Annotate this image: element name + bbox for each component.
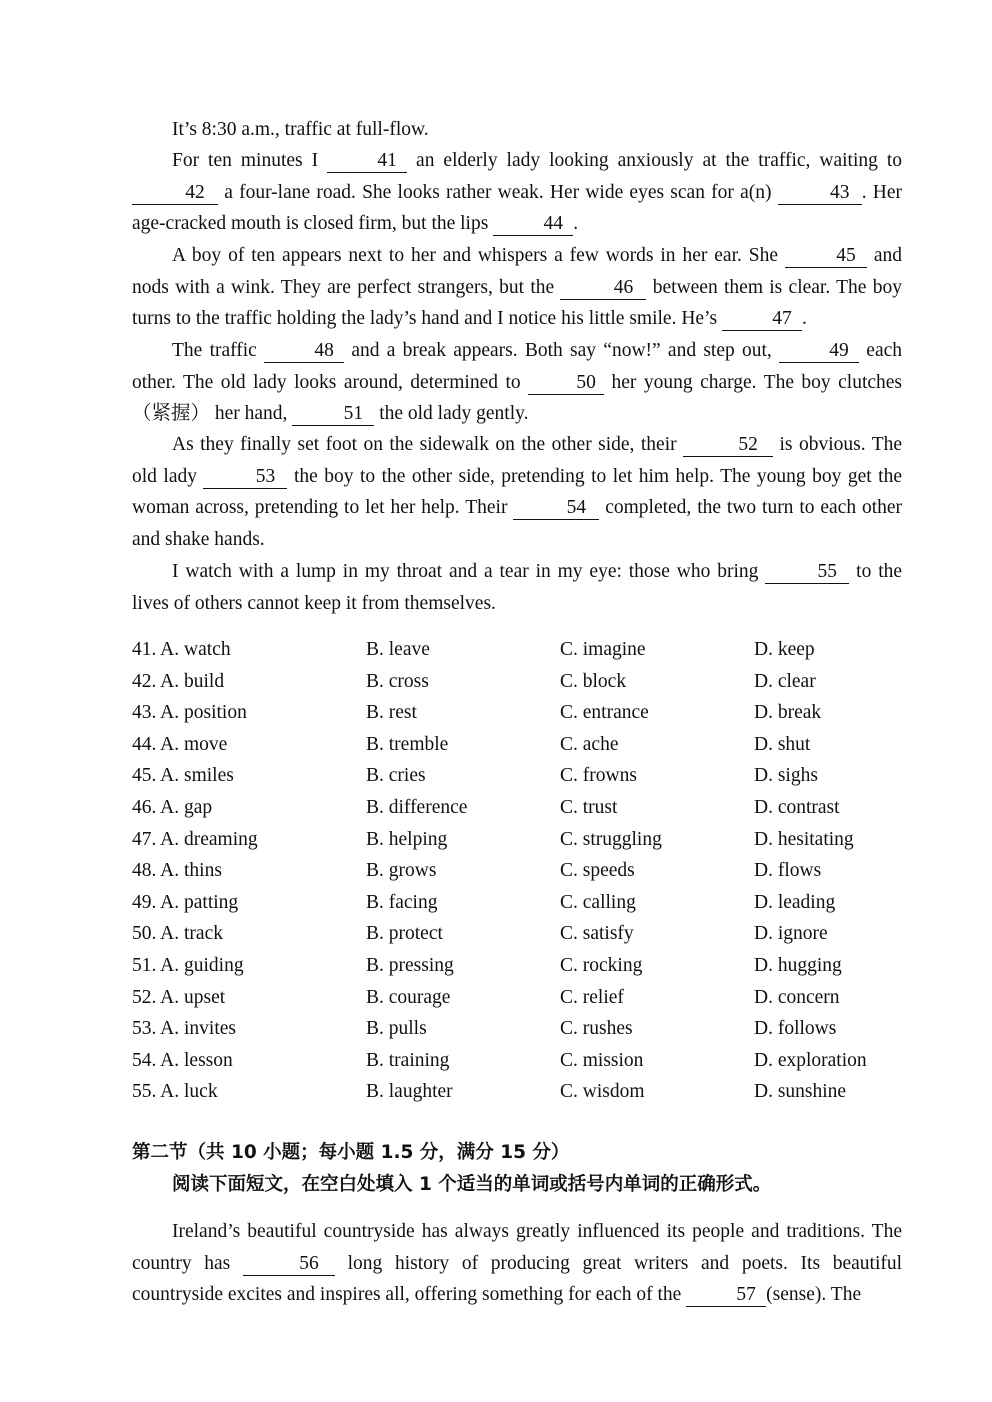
option-d[interactable]: D. sighs [754, 765, 818, 787]
option-b[interactable]: B. cries [366, 765, 426, 787]
option-c[interactable]: C. frowns [560, 765, 637, 787]
option-b[interactable]: B. helping [366, 828, 448, 850]
option-c[interactable]: C. relief [560, 986, 624, 1008]
paragraph-text: I watch with a lump in my throat and a tear in my eye: those who bring [172, 561, 759, 582]
paragraph-text: completed, the two turn to each other and shake hands. [132, 497, 903, 550]
option-a[interactable]: 54. A. lesson [132, 1049, 233, 1071]
paragraph-text: is obvious. The old lady [132, 434, 903, 487]
option-a[interactable]: 45. A. smiles [132, 765, 234, 787]
paragraph-text: It’s 8:30 a.m., traffic at full-flow. [172, 119, 429, 140]
paragraph-text: and a break appears. Both say “now!” and step out, [351, 340, 772, 361]
option-d[interactable]: D. sunshine [754, 1081, 847, 1103]
paragraph-text: each other. The old lady looks around, determined to [132, 340, 903, 393]
option-a[interactable]: 43. A. position [132, 702, 247, 724]
option-a[interactable]: 48. A. thins [132, 860, 222, 882]
option-c[interactable]: C. satisfy [560, 923, 634, 945]
option-d[interactable]: D. break [754, 702, 822, 724]
option-b[interactable]: B. pulls [366, 1018, 427, 1040]
option-a[interactable]: 42. A. build [132, 670, 225, 692]
option-b[interactable]: B. tremble [366, 733, 449, 755]
option-d[interactable]: D. follows [754, 1018, 837, 1040]
option-a[interactable]: 53. A. invites [132, 1018, 237, 1040]
blank-44[interactable]: 44 [493, 213, 573, 236]
paragraph-2 [132, 145, 902, 240]
paragraph-text: For ten minutes I [172, 150, 319, 171]
paragraph-text: the old lady gently. [379, 403, 529, 425]
question-row [132, 1076, 902, 1108]
option-c[interactable]: C. calling [560, 891, 636, 913]
answer-options [132, 634, 902, 1108]
paragraph-text: The traffic [172, 340, 257, 361]
section-instruction: 阅读下面短文，在空白处填入 1 个适当的单词或括号内单词的正确形式。 [172, 1174, 772, 1195]
paragraph-text: . [801, 308, 807, 330]
option-c[interactable]: C. rocking [560, 954, 643, 976]
question-row [132, 887, 902, 919]
blank-53[interactable]: 53 [203, 466, 287, 489]
paragraph-text: an elderly lady looking anxiously at the traffic, waiting to [416, 150, 903, 171]
option-b[interactable]: B. protect [366, 923, 443, 945]
option-a[interactable]: 47. A. dreaming [132, 828, 258, 850]
question-row [132, 1013, 902, 1045]
paragraph-text: Ireland’s beautiful countryside has always greatly influenced its people and traditions. The country has [132, 1221, 902, 1274]
paragraph-text: (sense). The [766, 1284, 862, 1306]
question-row [132, 950, 902, 982]
paragraph-text: to the lives of others cannot keep it from themselves. [132, 561, 903, 614]
blank-54[interactable]: 54 [513, 497, 599, 520]
option-b[interactable]: B. facing [366, 891, 438, 913]
option-a[interactable]: 50. A. track [132, 923, 223, 945]
question-row [132, 792, 902, 824]
paragraph-4 [132, 335, 902, 430]
paragraph-text: long history of producing great writers and poets. Its beautiful countryside excites and inspires all, offering something for each of the [132, 1252, 903, 1306]
blank-42[interactable]: 42 [132, 182, 218, 205]
option-b[interactable]: B. courage [366, 986, 451, 1008]
option-a[interactable]: 51. A. guiding [132, 954, 244, 976]
paragraph-text: A boy of ten appears next to her and whispers a few words in her ear. She [172, 245, 779, 266]
blank-43[interactable]: 43 [778, 182, 862, 205]
option-b[interactable]: B. cross [366, 670, 429, 692]
question-row [132, 918, 902, 950]
paragraph-text: between them is clear. The boy turns to the traffic holding the lady’s hand and I notice his little smile. He’s [132, 276, 902, 330]
option-a[interactable]: 44. A. move [132, 733, 228, 755]
option-b[interactable]: B. grows [366, 860, 437, 882]
option-c[interactable]: C. block [560, 670, 627, 692]
option-a[interactable]: 49. A. patting [132, 891, 239, 913]
question-row [132, 666, 902, 698]
paragraph-text: . Her age-cracked mouth is closed firm, but the lips [132, 181, 903, 235]
option-d[interactable]: D. contrast [754, 796, 840, 818]
option-c[interactable]: C. speeds [560, 860, 635, 882]
question-row [132, 729, 902, 761]
option-d[interactable]: D. hesitating [754, 828, 854, 850]
blank-41[interactable]: 41 [327, 150, 407, 173]
paragraph-text: a four-lane road. She looks rather weak. Her wide eyes scan for a(n) [224, 181, 772, 203]
paragraph-text: As they finally set foot on the sidewalk on the other side, their [172, 434, 677, 455]
option-a[interactable]: 52. A. upset [132, 986, 226, 1008]
question-row [132, 697, 902, 729]
option-d[interactable]: D. flows [754, 860, 822, 882]
question-row [132, 855, 902, 887]
option-d[interactable]: D. concern [754, 986, 840, 1008]
question-row [132, 634, 902, 666]
blank-47[interactable]: 47 [722, 308, 802, 331]
question-row [132, 760, 902, 792]
blank-46[interactable]: 46 [560, 277, 646, 300]
option-a[interactable]: 41. A. watch [132, 639, 231, 660]
blank-45[interactable]: 45 [785, 245, 867, 268]
option-c[interactable]: C. entrance [560, 702, 649, 724]
option-b[interactable]: B. laughter [366, 1081, 453, 1103]
option-b[interactable]: B. leave [366, 639, 430, 660]
question-row [132, 982, 902, 1014]
option-d[interactable]: D. keep [754, 639, 815, 660]
option-c[interactable]: C. trust [560, 796, 618, 818]
option-c[interactable]: C. mission [560, 1049, 644, 1071]
paragraph-1 [132, 114, 902, 146]
blank-48[interactable]: 48 [264, 340, 344, 363]
option-d[interactable]: D. exploration [754, 1049, 867, 1071]
option-d[interactable]: D. hugging [754, 954, 842, 976]
blank-57[interactable]: 57 [686, 1284, 766, 1307]
option-c[interactable]: C. struggling [560, 828, 662, 850]
paragraph-text: the boy to the other side, pretending to let him help. The young boy get the woman across, pretending to let her help. Their [132, 465, 903, 519]
blank-50[interactable]: 50 [528, 372, 604, 395]
paragraph-text: . [573, 213, 579, 235]
paragraph-3 [132, 240, 902, 335]
option-c[interactable]: C. imagine [560, 639, 646, 660]
section-heading: 第二节（共 10 小题；每小题 1.5 分，满分 15 分） [132, 1142, 570, 1163]
option-a[interactable]: 46. A. gap [132, 796, 213, 818]
option-d[interactable]: D. leading [754, 891, 836, 913]
blank-52[interactable]: 52 [683, 434, 773, 457]
option-d[interactable]: D. shut [754, 733, 811, 755]
blank-51[interactable]: 51 [292, 403, 374, 426]
blank-49[interactable]: 49 [779, 340, 859, 363]
option-a[interactable]: 55. A. luck [132, 1081, 218, 1103]
paragraph-text: （紧握） her hand, [132, 403, 288, 425]
blank-55[interactable]: 55 [765, 561, 849, 584]
paragraph-text: and nods with a wink. They are perfect strangers, but the [132, 245, 903, 298]
option-c[interactable]: C. wisdom [560, 1081, 645, 1103]
paragraph-6 [132, 556, 902, 619]
question-row [132, 824, 902, 856]
option-b[interactable]: B. training [366, 1049, 450, 1071]
paragraph-5 [132, 429, 902, 555]
option-b[interactable]: B. rest [366, 702, 417, 724]
blank-56[interactable]: 56 [243, 1253, 335, 1276]
option-c[interactable]: C. rushes [560, 1018, 633, 1040]
option-d[interactable]: D. ignore [754, 923, 828, 945]
paragraph-passage-2 [132, 1216, 902, 1311]
option-d[interactable]: D. clear [754, 670, 816, 692]
option-c[interactable]: C. ache [560, 733, 619, 755]
option-b[interactable]: B. pressing [366, 954, 454, 976]
option-b[interactable]: B. difference [366, 796, 468, 818]
paragraph-text: her young charge. The boy clutches [611, 371, 903, 393]
question-row [132, 1045, 902, 1077]
